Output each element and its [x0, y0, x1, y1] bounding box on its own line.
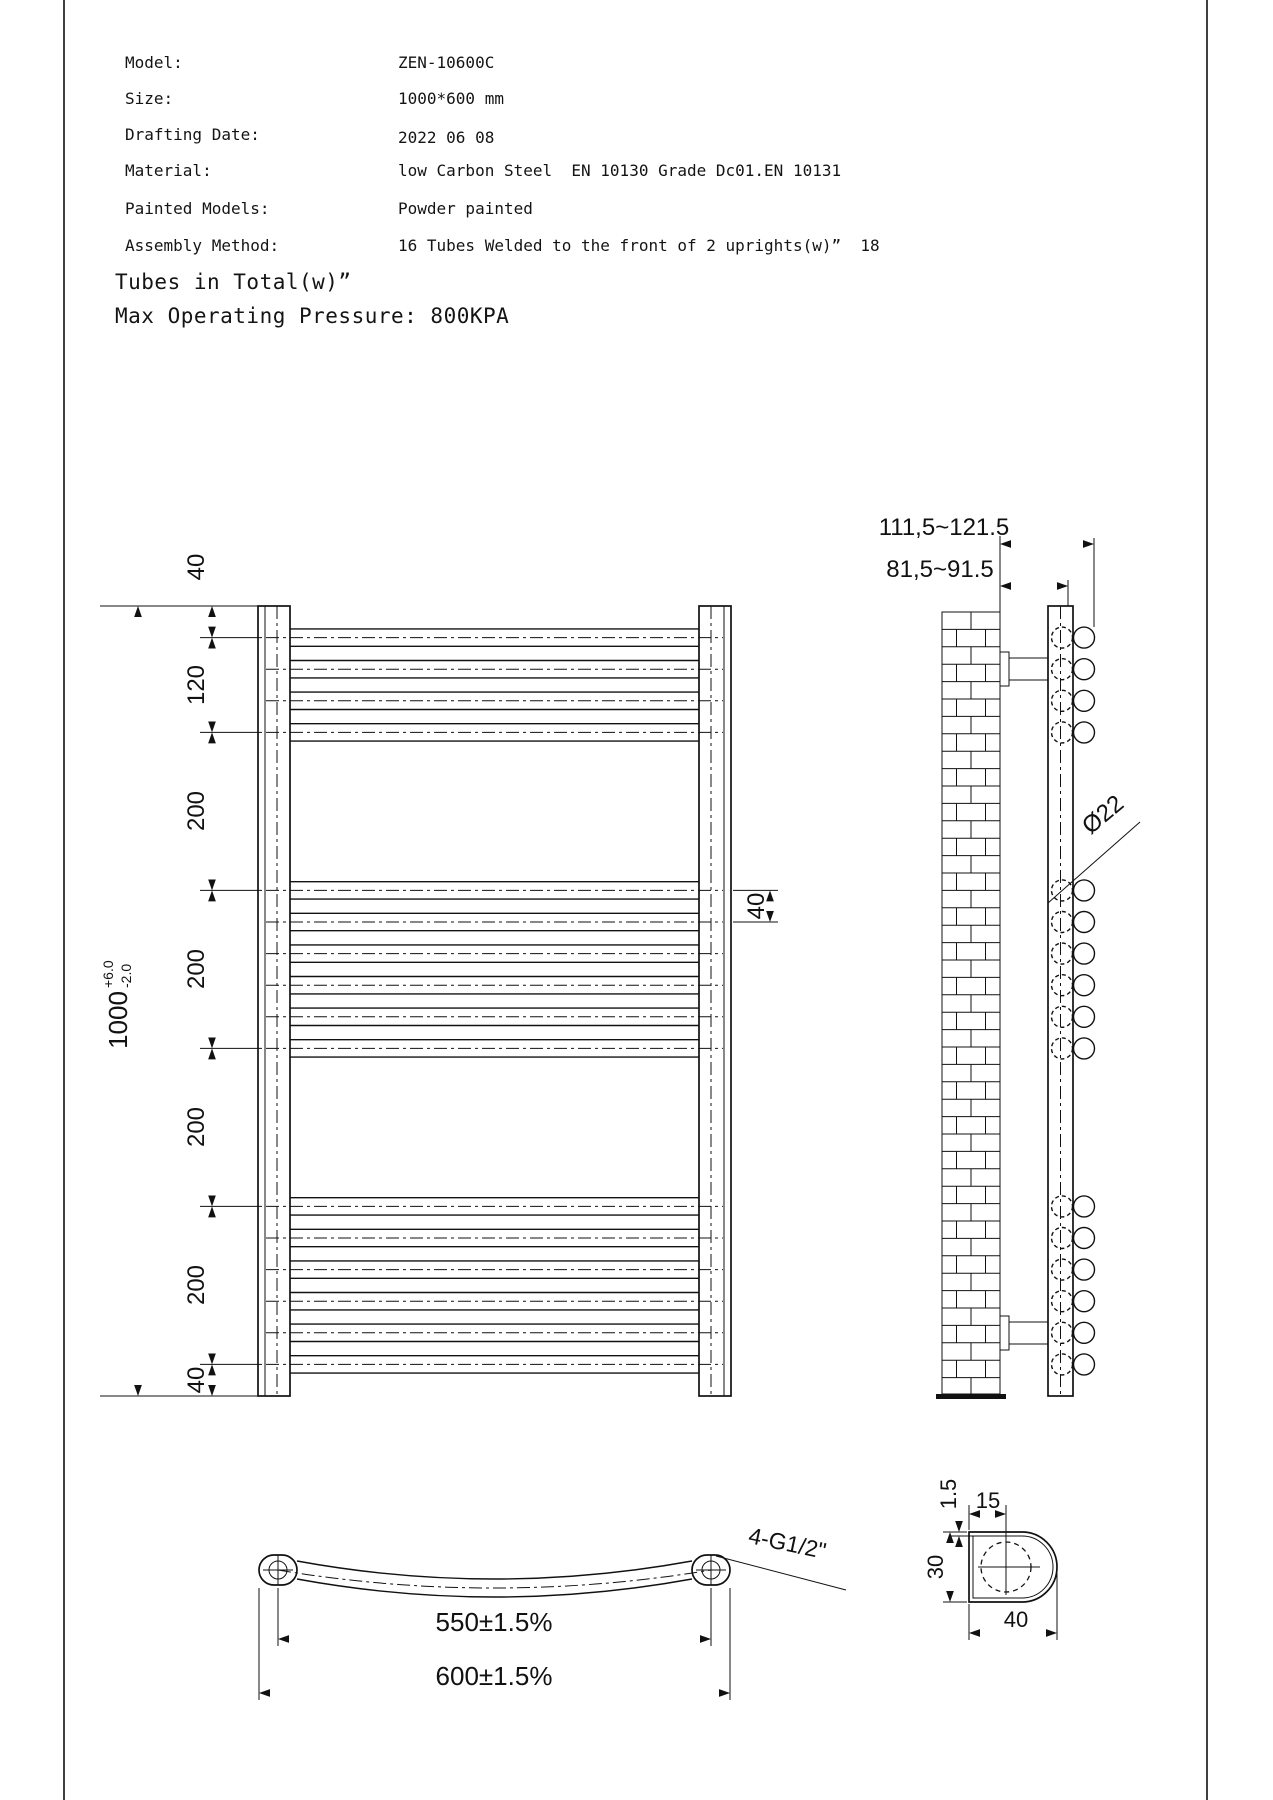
side-tube-end: [1052, 1322, 1073, 1343]
overall-height-dim: [100, 960, 134, 1049]
left-upright: [258, 606, 290, 1396]
model-label: Model:: [125, 53, 183, 72]
right-upright: [699, 606, 731, 1396]
chain-dim-200c: 200: [183, 1106, 210, 1148]
wall-base: [936, 1394, 1006, 1399]
side-tube-end: [1052, 690, 1073, 711]
side-tube-bow: [1074, 880, 1095, 901]
painted-label: Painted Models:: [125, 199, 270, 218]
side-tube-bow: [1074, 1322, 1095, 1343]
tube-diameter-label: Ø22: [1076, 789, 1130, 840]
depth-outer-dim: 111,5~121.5: [878, 514, 1010, 541]
side-tube-end: [1052, 943, 1073, 964]
max-pressure: Max Operating Pressure: 800KPA: [115, 304, 510, 328]
wall-bracket-top: [1000, 652, 1048, 686]
detail-view: [923, 1479, 1057, 1640]
side-tube-bow: [1074, 1006, 1095, 1027]
side-tube-bow: [1074, 1354, 1095, 1375]
side-tube-end: [1052, 912, 1073, 933]
size-value: 1000*600 mm: [398, 89, 504, 108]
material-value: low Carbon Steel EN 10130 Grade Dc01.EN 10131: [398, 161, 842, 180]
side-tube-end: [1052, 722, 1073, 743]
side-tube-end: [1052, 1291, 1073, 1312]
side-tube-bow: [1074, 1038, 1095, 1059]
side-tube-bow: [1074, 1196, 1095, 1217]
plan-view: [259, 1522, 846, 1700]
date-value: 2022 06 08: [398, 128, 495, 147]
profile-height-dim: 30: [923, 1554, 948, 1580]
front-view: [100, 545, 778, 1396]
side-tube-bow: [1074, 1228, 1095, 1249]
size-label: Size:: [125, 89, 174, 108]
side-tube-bow: [1074, 975, 1095, 996]
side-tube-bow: [1074, 722, 1095, 743]
chain-dim-200b: 200: [183, 948, 210, 990]
side-tube-bow: [1074, 627, 1095, 648]
chain-dim-120: 120: [183, 664, 210, 706]
wall-thickness-dim: 1.5: [936, 1478, 961, 1510]
profile-width-dim: 40: [1003, 1607, 1029, 1632]
overall-width-dim: 600±1.5%: [435, 1661, 553, 1691]
side-tube-end: [1052, 659, 1073, 680]
svg-text:1000: 1000: [103, 991, 133, 1049]
side-tube-end: [1052, 1259, 1073, 1280]
date-label: Drafting Date:: [125, 125, 260, 144]
painted-value: Powder painted: [398, 199, 533, 218]
offset-dim: 15: [975, 1488, 1001, 1513]
centers-dim: 550±1.5%: [435, 1607, 553, 1637]
side-tube-end: [1052, 1196, 1073, 1217]
side-tube-end: [1052, 1038, 1073, 1059]
svg-text:-2.0: -2.0: [118, 963, 134, 988]
wall-bracket-bottom: [1000, 1316, 1048, 1350]
chain-dim-200a: 200: [183, 790, 210, 832]
tube-arc-inner: [297, 1561, 692, 1579]
material-label: Material:: [125, 161, 212, 180]
tube-pitch-dim: [733, 862, 778, 950]
side-tube-end: [1052, 1354, 1073, 1375]
side-tube-bow: [1074, 912, 1095, 933]
generated-geometry: [266, 612, 1095, 1394]
left-fitting: [259, 1555, 297, 1585]
assembly-label: Assembly Method:: [125, 236, 280, 255]
assembly-continuation: Tubes in Total(w)”: [115, 270, 352, 294]
side-tube-bow: [1074, 1259, 1095, 1280]
side-tube-bow: [1074, 943, 1095, 964]
chain-dim-200d: 200: [183, 1264, 210, 1306]
model-value: ZEN-10600C: [398, 53, 495, 72]
chain-dim-40-bottom: 40: [183, 1366, 210, 1394]
side-tube-end: [1052, 1006, 1073, 1027]
side-tube-bow: [1074, 659, 1095, 680]
depth-inner-dim: 81,5~91.5: [886, 556, 994, 583]
side-tube-bow: [1074, 1291, 1095, 1312]
svg-text:40: 40: [743, 892, 770, 920]
svg-text:+6.0: +6.0: [100, 960, 116, 988]
connector-label: 4-G1/2": [746, 1522, 829, 1564]
right-fitting: [692, 1555, 730, 1585]
page-border: [64, 0, 1207, 1800]
chain-dim-40-top: 40: [183, 553, 210, 581]
side-tube-bow: [1074, 690, 1095, 711]
side-tube-end: [1052, 627, 1073, 648]
side-tube-end: [1052, 1228, 1073, 1249]
side-tube-end: [1052, 975, 1073, 996]
assembly-value: 16 Tubes Welded to the front of 2 uprights(w)” 18: [398, 236, 880, 255]
